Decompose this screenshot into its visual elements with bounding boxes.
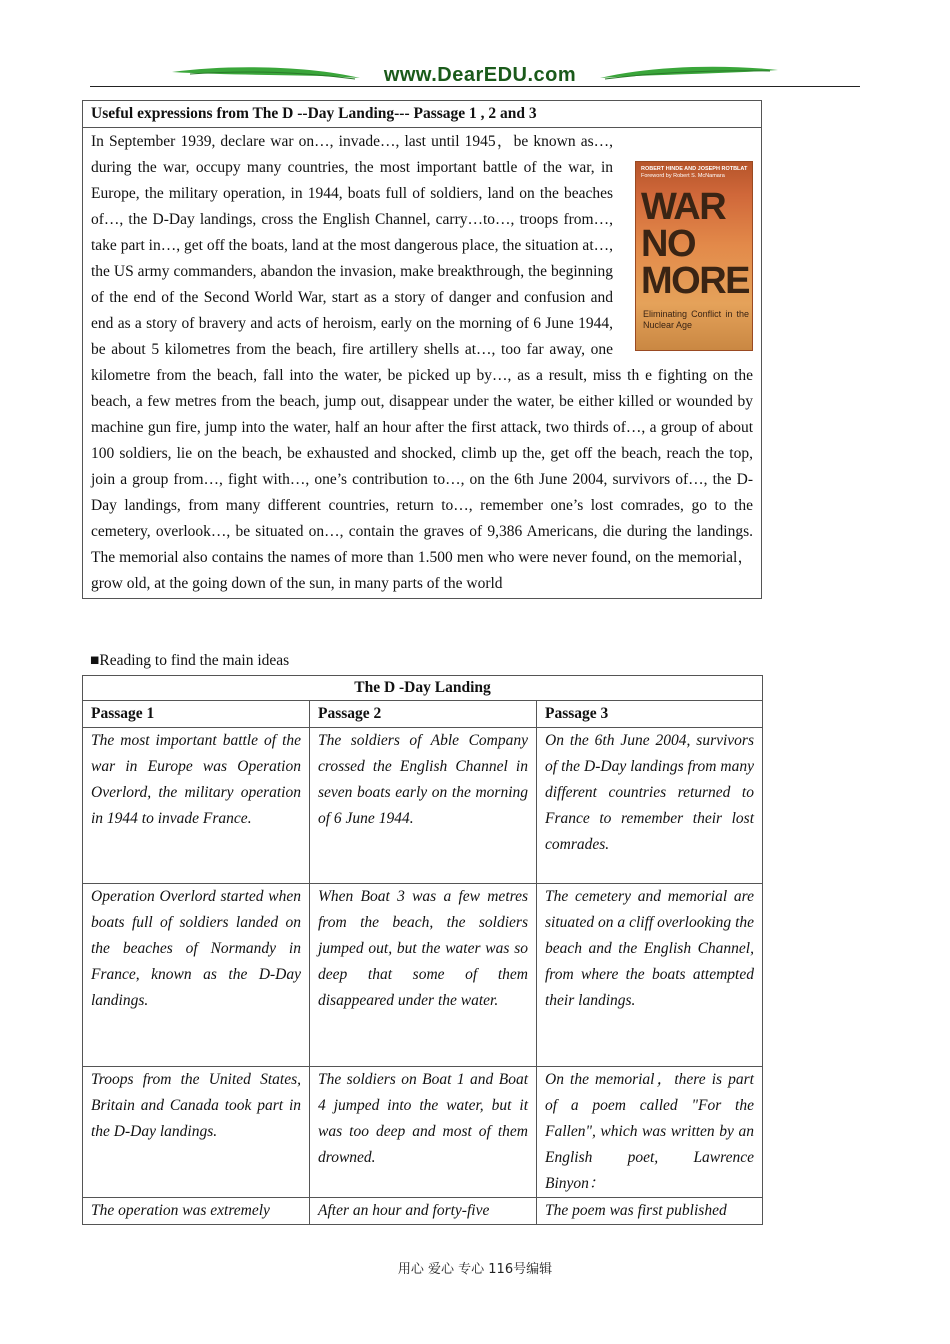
main-ideas-title: The D -Day Landing <box>83 676 763 701</box>
book-title-line-3: MORE <box>641 260 749 302</box>
table-cell: The operation was extremely <box>83 1198 310 1225</box>
table-cell: On the 6th June 2004, survivors of the D-Day landings from many different countries returned to France to remember their lost comrades. <box>537 728 763 884</box>
book-subtitle: Eliminating Conflict in the Nuclear Age <box>643 309 749 330</box>
book-title-line-1: WAR <box>641 186 726 228</box>
header-divider <box>90 86 860 87</box>
main-ideas-table <box>82 675 763 1225</box>
book-cover-image <box>635 161 753 351</box>
expressions-body <box>83 128 762 599</box>
table-cell: The soldiers on Boat 1 and Boat 4 jumped into the water, but it was too deep and most of them drowned. <box>310 1067 537 1198</box>
column-header-passage-1: Passage 1 <box>83 701 310 728</box>
column-header-passage-3: Passage 3 <box>537 701 763 728</box>
table-row <box>83 1067 763 1198</box>
table-cell: The soldiers of Able Company crossed the English Channel in seven boats early on the morning of 6 June 1944. <box>310 728 537 884</box>
table-row <box>83 884 763 1067</box>
book-authors <box>641 166 749 180</box>
table-cell: The poem was first published <box>537 1198 763 1225</box>
table-row <box>83 728 763 884</box>
table-cell: The cemetery and memorial are situated on a cliff overlooking the beach and the English Channel, from where the boats attempted their landings. <box>537 884 763 1067</box>
page-footer: 用心 爱心 专心 116号编辑 <box>397 1262 553 1277</box>
expressions-heading: Useful expressions from The D --Day Landing--- Passage 1 , 2 and 3 <box>83 101 762 128</box>
table-cell: On the memorial，there is part of a poem called "For the Fallen", which was written by an English poet, Lawrence Binyon： <box>537 1067 763 1198</box>
table-cell: After an hour and forty-five <box>310 1198 537 1225</box>
site-url: www.DearEDU.com <box>383 64 577 86</box>
book-foreword: Foreword by Robert S. McNamara <box>641 173 725 179</box>
reading-section-label: ■Reading to find the main ideas <box>90 652 290 669</box>
book-title <box>641 186 749 302</box>
expressions-text: In September 1939, declare war on…, invade…, last until 1945，be known as…, during the war, occupy many countries, the most important battle of the war, in Europe, the military operation, in 1944, boats full of soldiers, land on the beaches of…, the D-Day landings, cross the English Channel, carry…to…, troops from…, take part in…, get off the boats, land at the most dangerous place, the situation at…, the US army commanders, abandon the invasion, make breakthrough, the beginning of the end of the Second World War, start as a story of danger and confusion and end as a story of bravery and acts of heroism, early on the morning of 6 June 1944, be about 5 kilometres from the beach, fire artillery shells at…, too far away, one kilometre from the beach, fall into the water, be picked up by…, as a result, miss th e fighting on the beach, a few metres from the beach, jump out, disappear under the water, be either killed or wounded by machine gun fire, jump into the water, half an hour after the first attack, two thirds of…, a group of about 100 soldiers, lie on the beach, be exhausted and shocked, climb up the, get off the beach, reach the top, join a group from…, fight with…, one’s contribution to…, on the 6th June 2004, survivors of…, the D-Day landings, from many different countries, return to…, remember one’s lost comrades, go to the cemetery, overlook…, be situated on…, contain the graves of 9,386 Americans, die during the landings. The memorial also contains the names of more than 1.500 men who were never found, on the memorial， grow old, at the going down of the sun, in many parts of the world <box>91 133 753 592</box>
table-cell: When Boat 3 was a few metres from the beach, the soldiers jumped out, but the water was so deep that some of them disappeared under the water. <box>310 884 537 1067</box>
expressions-table <box>82 100 762 599</box>
table-cell: Troops from the United States, Britain and Canada took part in the D-Day landings. <box>83 1067 310 1198</box>
site-logo <box>170 62 780 92</box>
book-author-names: ROBERT HINDE AND JOSEPH ROTBLAT <box>641 166 748 172</box>
table-row <box>83 1198 763 1225</box>
table-cell: Operation Overlord started when boats full of soldiers landed on the beaches of Normandy in France, known as the D-Day landings. <box>83 884 310 1067</box>
column-header-passage-2: Passage 2 <box>310 701 537 728</box>
book-title-line-2: NO <box>641 223 695 265</box>
table-cell: The most important battle of the war in Europe was Operation Overlord, the military operation in 1944 to invade France. <box>83 728 310 884</box>
